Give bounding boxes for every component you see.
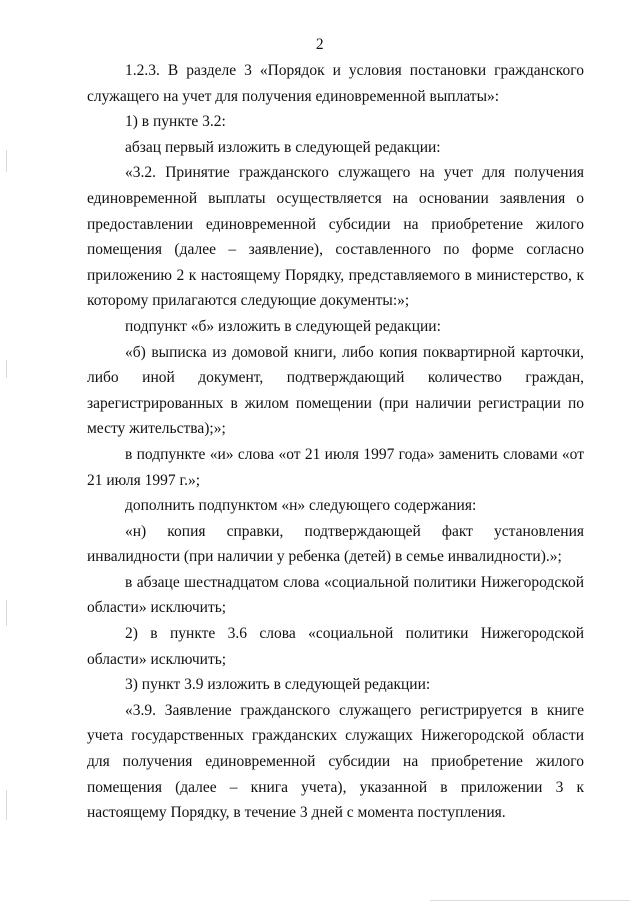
paragraph-section-1-2-3: 1.2.3. В разделе 3 «Порядок и условия постановки гражданского служащего на учет для получения единовременной выплаты»: [87, 62, 584, 105]
paragraph-subclause-n: «н) копия справки, подтверждающей факт установления инвалидности (при наличии у ребенка (детей) в семье инвалидности).»; [87, 522, 584, 566]
paragraph-clause-3-2: «3.2. Принятие гражданского служащего на учет для получения единовременной выплаты осуществляется на основании заявления о предоставлении единовременной субсидии на приобретение жилого помещения (далее – заявление), составленного по форме согласно приложению 2 к настоящему Порядку, представляемого в министерство, к которому прилагаются следующие документы:»; [87, 164, 584, 310]
scan-artifact [430, 900, 630, 901]
scan-artifact [6, 600, 7, 626]
scan-artifact [6, 150, 7, 172]
scan-artifact [6, 790, 7, 820]
paragraph-subclause-i: в подпункте «и» слова «от 21 июля 1997 года» заменить словами «от 21 июля 1997 г.»; [87, 445, 584, 489]
paragraph-item-2: 2) в пункте 3.6 слова «социальной политики Нижегородской области» исключить; [87, 625, 584, 668]
paragraph-clause-3-9: «3.9. Заявление гражданского служащего регистрируется в книге учета государственных гражданских служащих Нижегородской области для получения единовременной субсидии на приобретение жилого помещения (далее – книга учета), указанной в приложении 3 к настоящему Порядку, в течение 3 дней с момента поступления. [87, 701, 584, 822]
paragraph-first-abzats: абзац первый изложить в следующей редакции: [125, 138, 441, 156]
scan-artifact [6, 360, 7, 378]
page-number: 2 [315, 36, 325, 53]
paragraph-abzats-16: в абзаце шестнадцатом слова «социальной политики Нижегородской области» исключить; [87, 573, 584, 617]
paragraph-item-3: 3) пункт 3.9 изложить в следующей редакции: [125, 676, 431, 694]
paragraph-item-1: 1) в пункте 3.2: [125, 113, 226, 131]
document-body [87, 58, 584, 826]
paragraph-subclause-b-intro: подпункт «б» изложить в следующей редакции: [125, 317, 441, 335]
paragraph-subclause-b: «б) выписка из домовой книги, либо копия поквартирной карточки, либо иной документ, подтверждающий количество граждан, зарегистрированных в жилом помещении (при наличии регистрации по месту жительства);»; [87, 343, 584, 438]
paragraph-subclause-n-intro: дополнить подпунктом «н» следующего содержания: [125, 497, 477, 515]
